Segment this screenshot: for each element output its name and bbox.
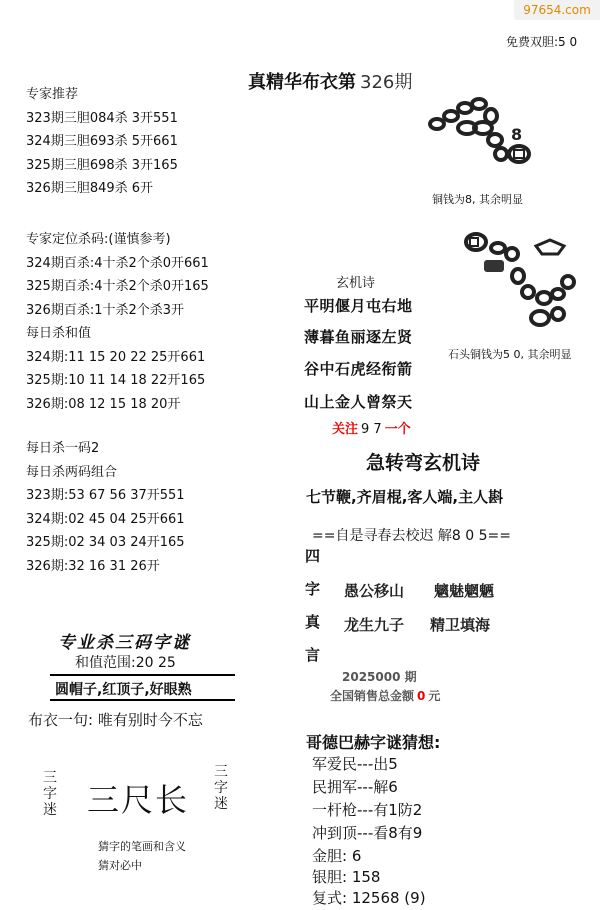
hats-line: 圆帽子,红顶子,好眼熟 [55,682,192,698]
hint-line: 猜对必中 [98,859,142,872]
idiom: 龙生九子 [344,616,405,634]
list-item: 民拥军---解6 [312,778,398,796]
poem-line: 薄暮鱼丽逐左贤 [304,328,413,346]
kill-two-title: 每日杀两码组合 [26,464,118,480]
kill-one: 每日杀一码2 [26,441,100,456]
list-item: 324期百杀:4十杀2个杀0开661 [26,255,209,271]
riddle-line: ==自是寻春去校迟 解8 0 5== [312,528,511,544]
poem-line: 平明偃月屯右地 [304,297,413,315]
list-item: 326期三胆849杀 6开 [26,181,154,196]
goethe-title: 哥德巴赫字谜猜想: [306,733,441,752]
focus-digits: 9 7 [361,422,382,437]
four-char-4: 言 [305,646,321,664]
position-section [26,228,209,416]
list-item: 银胆: 158 [312,868,381,886]
list-item: 326期:08 12 15 18 20开 [26,396,181,412]
free-bonus: 免费双胆:5 0 [506,35,578,49]
hint-line: 猜字的笔画和含义 [98,840,186,853]
side-label-right: 三字迷 [214,764,228,812]
sales-label: 全国销售总金额 [330,689,415,703]
list-item: 324期:11 15 20 22 25开661 [26,349,206,365]
list-item: 324期:02 45 04 25开661 [26,511,185,527]
sales-line [330,687,440,704]
sharp-line: 七节鞭,齐眉棍,客人端,主人斟 [306,488,504,506]
list-item: 326期百杀:1十杀2个杀3开 [26,302,185,318]
page-title [248,68,412,94]
poem-line: 谷中石虎经衔箭 [304,360,413,378]
list-item: 323期三胆084杀 3开551 [26,110,178,126]
svg-text:8: 8 [511,125,523,144]
four-char-3: 真 [305,613,321,631]
position-title: 专家定位杀码:(谨慎参考) [26,232,171,247]
list-item: 冲到顶---看8有9 [312,824,423,842]
idiom: 精卫填海 [430,616,491,634]
list-item: 复式: 12568 (9) [312,889,426,907]
sales-issue: 2025000 期 [342,670,417,684]
list-item: 军爱民---出5 [312,755,398,773]
issue-number: 326期 [360,72,413,93]
list-item: 325期百杀:4十杀2个杀0开165 [26,279,209,294]
sales-unit: 元 [428,689,441,703]
focus-suffix: 一个 [384,422,411,437]
illustration-caption: 石头铜钱为5 0, 其余明显 [448,348,572,361]
sum-range: 和值范围:20 25 [75,655,176,671]
sharp-title: 急转弯玄机诗 [366,452,481,474]
list-item: 一杆枪---有1防2 [312,801,423,819]
expert-section [26,83,178,201]
idiom: 愚公移山 [344,582,405,600]
coin-chain-illustration [425,96,545,186]
riddle-title: 专业杀三码字谜 [58,633,191,653]
poem-line: 山上金人曾祭天 [304,393,413,411]
title-text: 真精华布衣第 [248,72,356,93]
sum-title: 每日杀和值 [26,326,92,341]
site-tag[interactable]: 97654.com [514,0,600,20]
stone-coin-illustration [458,226,583,341]
list-item: 326期:32 16 31 26开 [26,558,160,574]
illustration-caption: 铜钱为8, 其余明显 [432,193,523,206]
sales-value: 0 [417,689,426,703]
list-item: 323期:53 67 56 37开551 [26,488,185,503]
list-item: 325期:10 11 14 18 22开165 [26,373,206,388]
buyi-line: 布衣一句: 唯有别时今不忘 [28,711,203,729]
focus-prefix: 关注 [332,422,359,437]
list-item: 325期:02 34 03 24开165 [26,535,185,550]
list-item: 金胆: 6 [312,847,362,865]
divider [50,674,235,676]
divider [50,699,235,701]
four-char-2: 字 [305,580,321,598]
big-word: 三尺长 [87,781,190,819]
idiom: 魑魅魍魉 [434,582,495,600]
list-item: 324期三胆693杀 5开661 [26,134,178,149]
side-label-left: 三字迷 [43,770,57,818]
expert-title: 专家推荐 [26,87,79,102]
four-char-1: 四 [305,547,321,565]
focus-line [332,418,411,437]
kill-section [26,437,185,578]
list-item: 325期三胆698杀 3开165 [26,157,178,173]
poem-title: 玄机诗 [336,276,376,291]
